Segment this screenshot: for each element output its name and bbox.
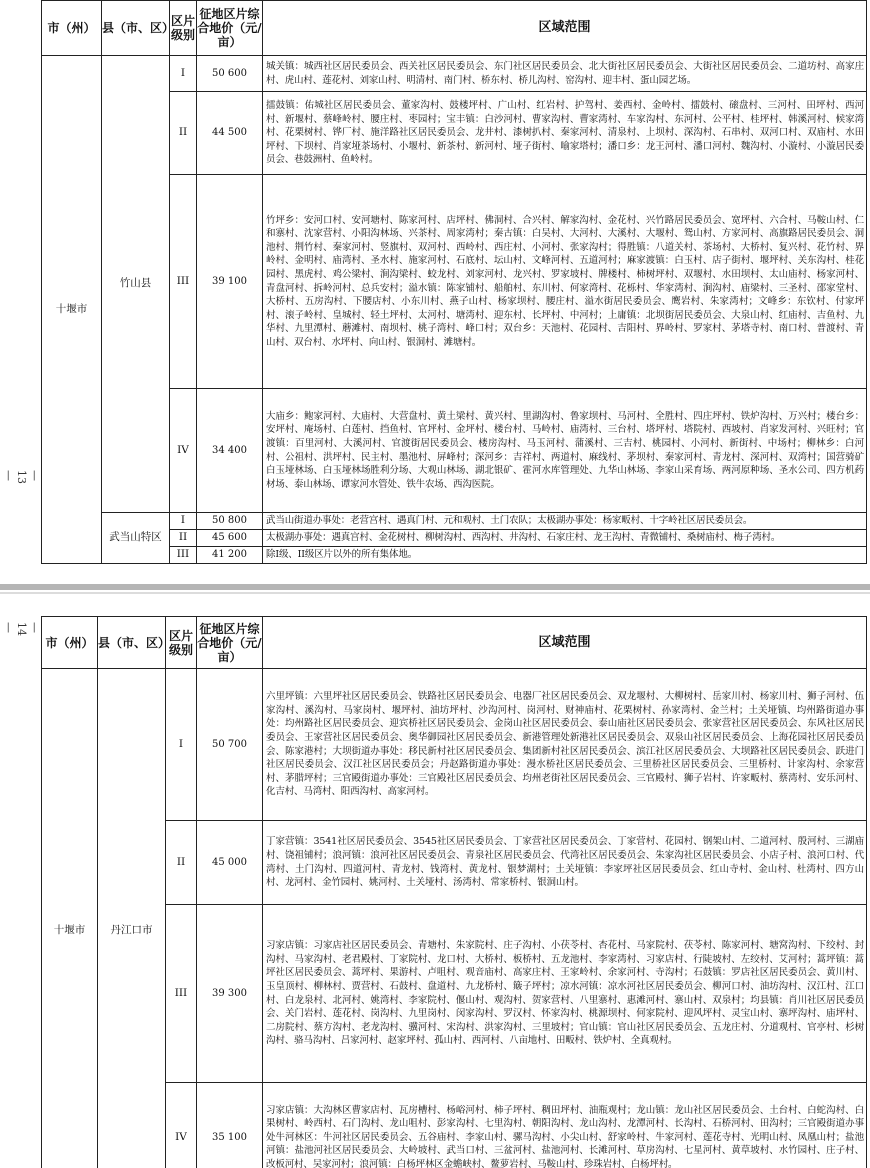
county-cell: 竹山县 <box>102 56 170 513</box>
scope-cell: 太极湖办事处：遇真宫村、金花树村、柳树沟村、西沟村、井沟村、石家庄村、龙王沟村、青微铺村、桑树庙村、梅子湾村。 <box>263 530 867 547</box>
county-cell-wudang: 武当山特区 <box>102 513 170 564</box>
scope-cell: 武当山街道办事处：老营宫村、遇真门村、元和观村、土门农队；太极湖办事处：杨家畈村、十字岭社区居民委员会。 <box>263 513 867 530</box>
level-cell: IV <box>170 389 197 513</box>
price-cell: 50 800 <box>197 513 263 530</box>
price-cell: 35 100 <box>197 1083 263 1168</box>
level-cell: I <box>170 56 197 92</box>
page-13 <box>0 0 870 582</box>
price-cell: 50 600 <box>197 56 263 92</box>
table-row <box>42 1083 867 1168</box>
header-city: 市（州） <box>42 617 98 669</box>
price-cell: 44 500 <box>197 92 263 175</box>
scope-cell: 城关镇：城西社区居民委员会、西关社区居民委员会、东门社区居民委员会、北大街社区居民委员会、大街社区居民委员会、二道坊村、高家庄村、虎山村、莲花村、刘家山村、明清村、南门村、桥东村、桥儿沟村、窑沟村、迎丰村、蛋山园艺场。 <box>263 56 867 92</box>
level-cell: III <box>166 905 197 1083</box>
scope-cell: 竹坪乡：安河口村、安河塘村、陈家河村、店坪村、佛洞村、合兴村、解家沟村、金花村、兴竹路居民委员会、宽坪村、六合村、马鞍山村、仁和寨村、沈家营村、小阳沟林场、兴茶村、周家湾村；秦古镇：白吴村、大河村、大溪村、大堰村、鸳山村、方家河村、高旗路居民委员会、洞池村、荆竹村、秦家河村、竖旗村、双河村、西岭村、西庄村、小河村、张家沟村；得胜镇：八道关村、茶场村、大桥村、复兴村、花竹村、界岭村、金明村、庙湾村、圣水村、施家河村、石底村、坛山村、文峰河村、五道河村；麻家渡镇：白玉村、店子街村、堰坪村、关东沟村、桂花园村、黑虎村、鸡公梁村、涧沟梁村、蛟龙村、刘家河村、龙兴村、罗家坡村、牌楼村、柿树坪村、双堰村、水田坝村、太山庙村、杨家河村、青盘河村、拆岭河村、总兵安村；溢水镇：陈家铺村、船舶村、东川村、何家湾村、花栎村、华家湾村、涧沟村、庙梁村、三圣村、邵家堂村、大桥村、五房沟村、下腰店村、小东川村、燕子山村、杨家坝村、腰庄村、溢水街居民委员会、鹰岩村、朱家湾村；文峰乡：东钦村、付家坪村、滚子岭村、皇城村、轻土坪村、太河村、塘湾村、迎东村、长坪村、中河村；上庸镇：北坝街居民委员会、大泉山村、红庙村、吉鱼村、九华村、九里潭村、蘑滩村、南坝村、桃子湾村、峰口村；双台乡：天池村、花园村、吉阳村、界岭村、罗家村、茅塔寺村、南口村、普渡村、青山村、双台村、水坪村、向山村、银洞村、滩塘村。 <box>263 175 867 389</box>
price-cell: 41 200 <box>197 547 263 564</box>
page-number-14: — 14 — <box>2 622 41 636</box>
scope-cell: 六里坪镇：六里坪社区居民委员会、铁路社区居民委员会、电器厂社区居民委员会、双龙堰村、大柳树村、岳家川村、杨家川村、狮子河村、伍家沟村、溪沟村、马家岗村、堰坪村、油坊坪村、沙沟河村、岗河村、财神庙村、花栗树村、孙家湾村、金兰村；土关垭镇、均州路街道办事处：均州路社区居民委员会、迎宾桥社区居民委员会、金岗山社区居民委员会、泰山庙社区居民委员会、张家营社区居民委员会、东风社区居民委员会、王家营社区居民委员会、奥华御园社区居民委员会、新港管理处新港社区居民委员会、双泉山社区居民委员会、上海花园社区居民委员会、陈家港村；大坝街道办事处：移民新村社区居民委员会、集团新村社区居民委员会、滨江社区居民委员会、大坝路社区居民委员会、跃进门社区居民委员会、汉江社区居民委员会；丹赵路街道办事处：漫水桥社区居民委员会、三里桥社区居民委员会、三里桥村、计家沟村、余家营村、茅腊坪村；三官殿街道办事处：三官殿社区居民委员会、均州老街社区居民委员会、三官殿村、狮子岩村、许家畈村、蔡湾村、安乐河村、化吉村、马湾村、阳西沟村、高家河村。 <box>263 669 867 821</box>
header-city: 市（州） <box>42 1 102 56</box>
land-price-table-page-13 <box>41 0 867 564</box>
header-county: 县（市、区） <box>102 1 170 56</box>
scope-cell: 习家店镇：习家店社区居民委员会、青塘村、朱家院村、庄子沟村、小茯苓村、杏花村、马家院村、茯苓村、陈家河村、塘窝沟村、下绞村、封沟村、马家沟村、老君殿村、丁家院村、龙口村、大桥村、板桥村、五龙池村、李家湾村、习家店村、行陡坡村、左绞村、艾河村；蒿坪镇：蒿坪社区居民委员会、蒿坪村、果游村、卢咀村、观音庙村、高家庄村、王家岭村、余家河村、寺沟村；石鼓镇：罗店社区居民委员会、黄川村、玉皇顶村、柳林村、贾营村、石鼓村、盘道村、九龙桥村、簸子坪村；凉水河镇：凉水河社区居民委员会、柳河口村、油坊沟村、汉江村、江口村、白龙泉村、北河村、姚湾村、李家院村、偃山村、观沟村、贺家营村、八里寨村、惠滩河村、寨山村、双泉村；均县镇：肖川社区居民委员会、关门岩村、莲花村、岗沟村、九里岗村、闵家沟村、罗汉村、怀家沟村、桃源坝村、何家院村、迎风坪村、灵宝山村、寨坪沟村、庙坪村、二房院村、蔡方沟村、老龙沟村、骥河村、宋沟村、洪家沟村、三里坡村；官山镇：官山社区居民委员会、五龙庄村、分道观村、官亭村、杉树沟村、骆马沟村、吕家河村、赵家坪村、孤山村、西河村、八亩地村、田畈村、铁炉村、全真观村。 <box>263 905 867 1083</box>
table-header-row <box>42 617 867 669</box>
header-scope: 区域范围 <box>263 617 867 669</box>
scope-cell: 擂鼓镇：佑城社区居民委员会、董家沟村、鼓楼坪村、广山村、红岩村、护驾村、姜西村、金岭村、擂鼓村、磙盘村、三河村、田坪村、西河村、新堰村、蔡峰岭村、腰庄村、枣园村；宝丰镇：白沙河村、曹家沟村、曹家湾村、车家沟村、东河村、公平村、桂坪村、韩溪河村、候家湾村、花栗树村、铧厂村、施洋路社区居民委员会、龙井村、漆树扒村、秦家河村、清泉村、上坝村、深沟村、石串村、双河口村、双庙村、水田坪村、下坝村、肖家垭茶场村、小堰村、新茶村、新河村、垭子街村、喻家塔村；潘口乡：龙王河村、潘口河村、魏沟村、小漩村、小漩居民委员会、巷鼓洲村、鱼岭村。 <box>263 92 867 175</box>
header-price: 征地区片综合地价（元/亩） <box>197 1 263 56</box>
page-number-label: 13 <box>15 470 28 484</box>
level-cell: IV <box>166 1083 197 1168</box>
price-cell: 45 600 <box>197 530 263 547</box>
table-row <box>42 905 867 1083</box>
header-county: 县（市、区） <box>98 617 166 669</box>
page-14 <box>0 604 870 1168</box>
page-separator-shadow <box>0 592 870 594</box>
header-price: 征地区片综合地价（元/亩） <box>197 617 263 669</box>
land-price-table-page-14 <box>41 616 867 1168</box>
page-separator <box>0 584 870 590</box>
page-number-13: — 13 — <box>2 470 41 484</box>
level-cell: II <box>170 530 197 547</box>
table-header-row <box>42 1 867 56</box>
county-cell: 丹江口市 <box>98 669 166 1168</box>
page-number-label: 14 <box>15 622 28 636</box>
price-cell: 45 000 <box>197 821 263 905</box>
city-cell: 十堰市 <box>42 56 102 564</box>
price-cell: 39 300 <box>197 905 263 1083</box>
price-cell: 39 100 <box>197 175 263 389</box>
level-cell: III <box>170 547 197 564</box>
level-cell: II <box>170 92 197 175</box>
table-row <box>42 821 867 905</box>
header-scope: 区域范围 <box>263 1 867 56</box>
scope-cell: 习家店镇：大沟林区曹家店村、瓦房槽村、杨峪河村、柿子坪村、稠田坪村、油瓶观村；龙山镇：龙山社区居民委员会、土台村、白蛇沟村、白果树村、岭西村、石门沟村、龙山咀村、彭家沟村、七里沟村、朝阳沟村、龙山沟村、龙潭河村、长沟村、石桥河村、田沟村；三官殿街道办事处牛河林区：牛河社区居民委员会、五谷庙村、李家山村、骡马沟村、小尖山村、舒家岭村、牛家河村、莲花寺村、光明山村、凤凰山村；盐池河镇：盐池河社区居民委员会、大岭坡村、武当口村、三盆河村、盐池河村、长滩河村、草房沟村、七星河村、黄草坡村、水竹园村、庄子村、改板河村、吴家河村；浪河镇：白杨坪林区金蟾峡村、鳌萝岩村、马鞍山村、珍珠岩村、白杨坪村。 <box>263 1083 867 1168</box>
table-row <box>42 669 867 821</box>
scope-cell: 大庙乡：鲍家河村、大庙村、大营盘村、黄土梁村、黄兴村、里湖沟村、鲁家坝村、马河村、全胜村、四庄坪村、铁炉沟村、万兴村；楼台乡：安坪村、庵场村、白莲村、挡鱼村、官坪村、金坪村、楼台村、马岭村、庙湾村、三台村、塔坪村、塔院村、西坡村、肖家发河村、兴旺村；官渡镇：百里河村、大溪河村、官渡街居民委员会、楼房沟村、马玉河村、蒲溪村、三吉村、桃园村、小河村、新街村、中场村；柳林乡：白河村、公祖村、洪坪村、民主村、墨池村、屏峰村；深河乡：吉祥村、两道村、麻线村、茅坝村、秦家河村、青龙村、深河村、双湾村；国营骑矿白玉垭林场、白玉垭林场胜利分场、大观山林场、湖北银矿、霍河水库管理处、九华山林场、李家山采育场、两河原种场、圣水公司、四方机药材场、泰山林场、谭家河水管处、铁牛农场、西沟医院。 <box>263 389 867 513</box>
table-row <box>42 56 867 92</box>
level-cell: II <box>166 821 197 905</box>
level-cell: I <box>166 669 197 821</box>
header-level: 区片级别 <box>166 617 197 669</box>
scope-cell: 丁家营镇：3541社区居民委员会、3545社区居民委员会、丁家营社区居民委员会、丁家营村、花园村、钢架山村、二道河村、殷河村、三湖庙村、饶祖铺村；浪河镇：浪河社区居民委员会、青泉社区居民委员会、代湾社区居民委员会、朱家沟社区居民委员会、小店子村、浪河口村、代湾村、土门沟村、四道河村、青龙村、钱湾村、黄龙村、银梦湖村；土关垭镇：李家坪社区居民委员会、红山寺村、金山村、杜湾村、四方山村、龙河村、金竹园村、姚河村、土关垭村、汤湾村、常家桥村、银洞山村。 <box>263 821 867 905</box>
table-row <box>42 513 867 530</box>
price-cell: 34 400 <box>197 389 263 513</box>
scope-cell: 除I级、II级区片以外的所有集体地。 <box>263 547 867 564</box>
header-level: 区片级别 <box>170 1 197 56</box>
level-cell: I <box>170 513 197 530</box>
city-cell: 十堰市 <box>42 669 98 1168</box>
level-cell: III <box>170 175 197 389</box>
price-cell: 50 700 <box>197 669 263 821</box>
